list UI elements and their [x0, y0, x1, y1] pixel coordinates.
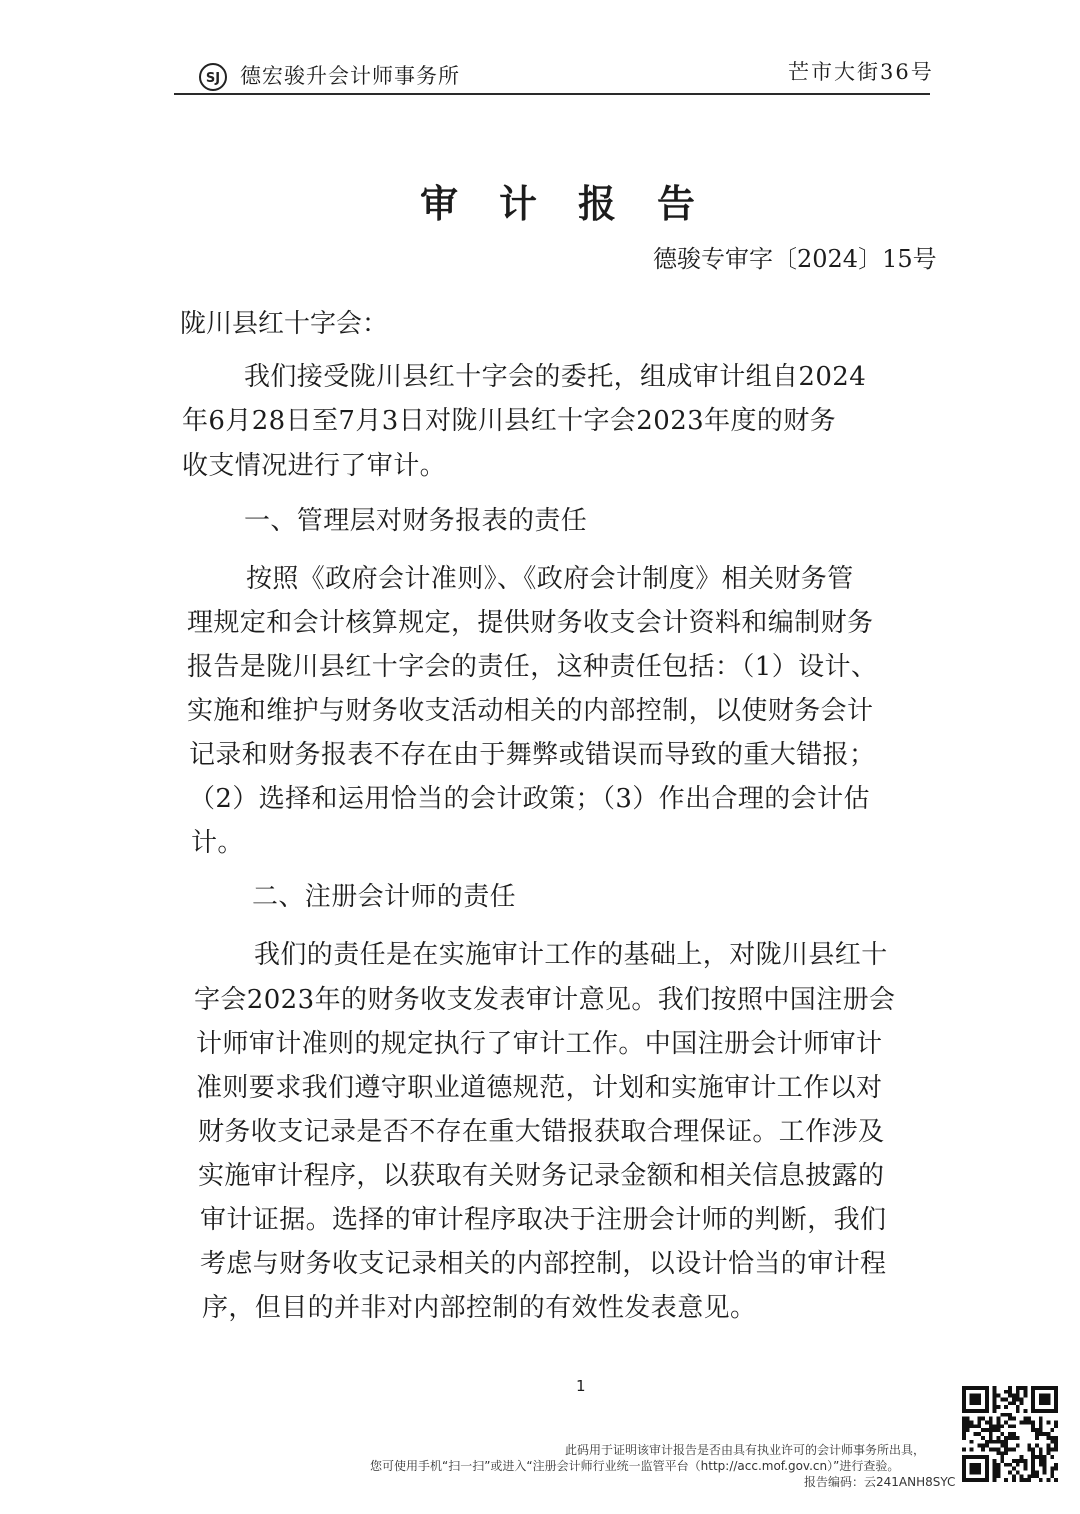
footer-verification-line: 此码用于证明该审计报告是否由具有执业许可的会计师事务所出具， [565, 1443, 926, 1457]
firm-address: 芒市大街36号 [788, 60, 934, 84]
firm-name: 德宏骏升会计师事务所 [240, 64, 460, 88]
qr-code-icon[interactable] [962, 1386, 1058, 1482]
footer-verification-line: 您可使用手机“扫一扫”或进入“注册会计师行业统一监管平台（http://acc.mof.gov.cn）”进行查验。 [370, 1459, 900, 1473]
section1-line: （2）选择和运用恰当的会计政策；（3）作出合理的会计估 [189, 784, 870, 814]
section1-line: 报告是陇川县红十字会的责任，这种责任包括：（1）设计、 [187, 652, 878, 682]
document-number: 德骏专审字〔2024〕15号 [653, 245, 937, 273]
section1-line: 计。 [191, 828, 244, 858]
section1-line: 记录和财务报表不存在由于舞弊或错误而导致的重大错报； [189, 740, 876, 770]
section2-heading: 二、注册会计师的责任 [252, 882, 517, 912]
section2-line: 准则要求我们遵守职业道德规范，计划和实施审计工作以对 [196, 1073, 883, 1103]
footer-report-code: 报告编码：云241ANH8SYC [804, 1475, 956, 1489]
page-number: 1 [576, 1377, 586, 1395]
section2-line: 考虑与财务收支记录相关的内部控制，以设计恰当的审计程 [200, 1249, 887, 1279]
report-title: 审计报告 [420, 181, 737, 226]
section2-line: 审计证据。选择的审计程序取决于注册会计师的判断，我们 [200, 1205, 887, 1235]
section2-line: 我们的责任是在实施审计工作的基础上，对陇川县红十 [254, 940, 888, 970]
para1-line: 收支情况进行了审计。 [182, 451, 447, 481]
section1-line: 理规定和会计核算规定，提供财务收支会计资料和编制财务 [187, 608, 874, 638]
section1-line: 实施和维护与财务收支活动相关的内部控制，以使财务会计 [187, 696, 874, 726]
section2-line: 字会2023年的财务收支发表审计意见。我们按照中国注册会 [194, 985, 896, 1015]
svg-text:SJ: SJ [205, 71, 221, 86]
section1-line: 按照《政府会计准则》、《政府会计制度》相关财务管 [246, 564, 854, 594]
section2-line: 财务收支记录是否不存在重大错报获取合理保证。工作涉及 [198, 1117, 885, 1147]
section2-line: 计师审计准则的规定执行了审计工作。中国注册会计师审计 [196, 1029, 883, 1059]
header-divider [174, 93, 930, 95]
para1-line: 年6月28日至7月3日对陇川县红十字会2023年度的财务 [182, 406, 837, 436]
firm-logo-icon [198, 62, 228, 92]
section2-line: 序，但目的并非对内部控制的有效性发表意见。 [202, 1293, 757, 1323]
addressee: 陇川县红十字会： [180, 309, 389, 339]
para1-line: 我们接受陇川县红十字会的委托，组成审计组自2024 [244, 362, 867, 392]
section1-heading: 一、管理层对财务报表的责任 [244, 506, 588, 536]
section2-line: 实施审计程序，以获取有关财务记录金额和相关信息披露的 [198, 1161, 885, 1191]
